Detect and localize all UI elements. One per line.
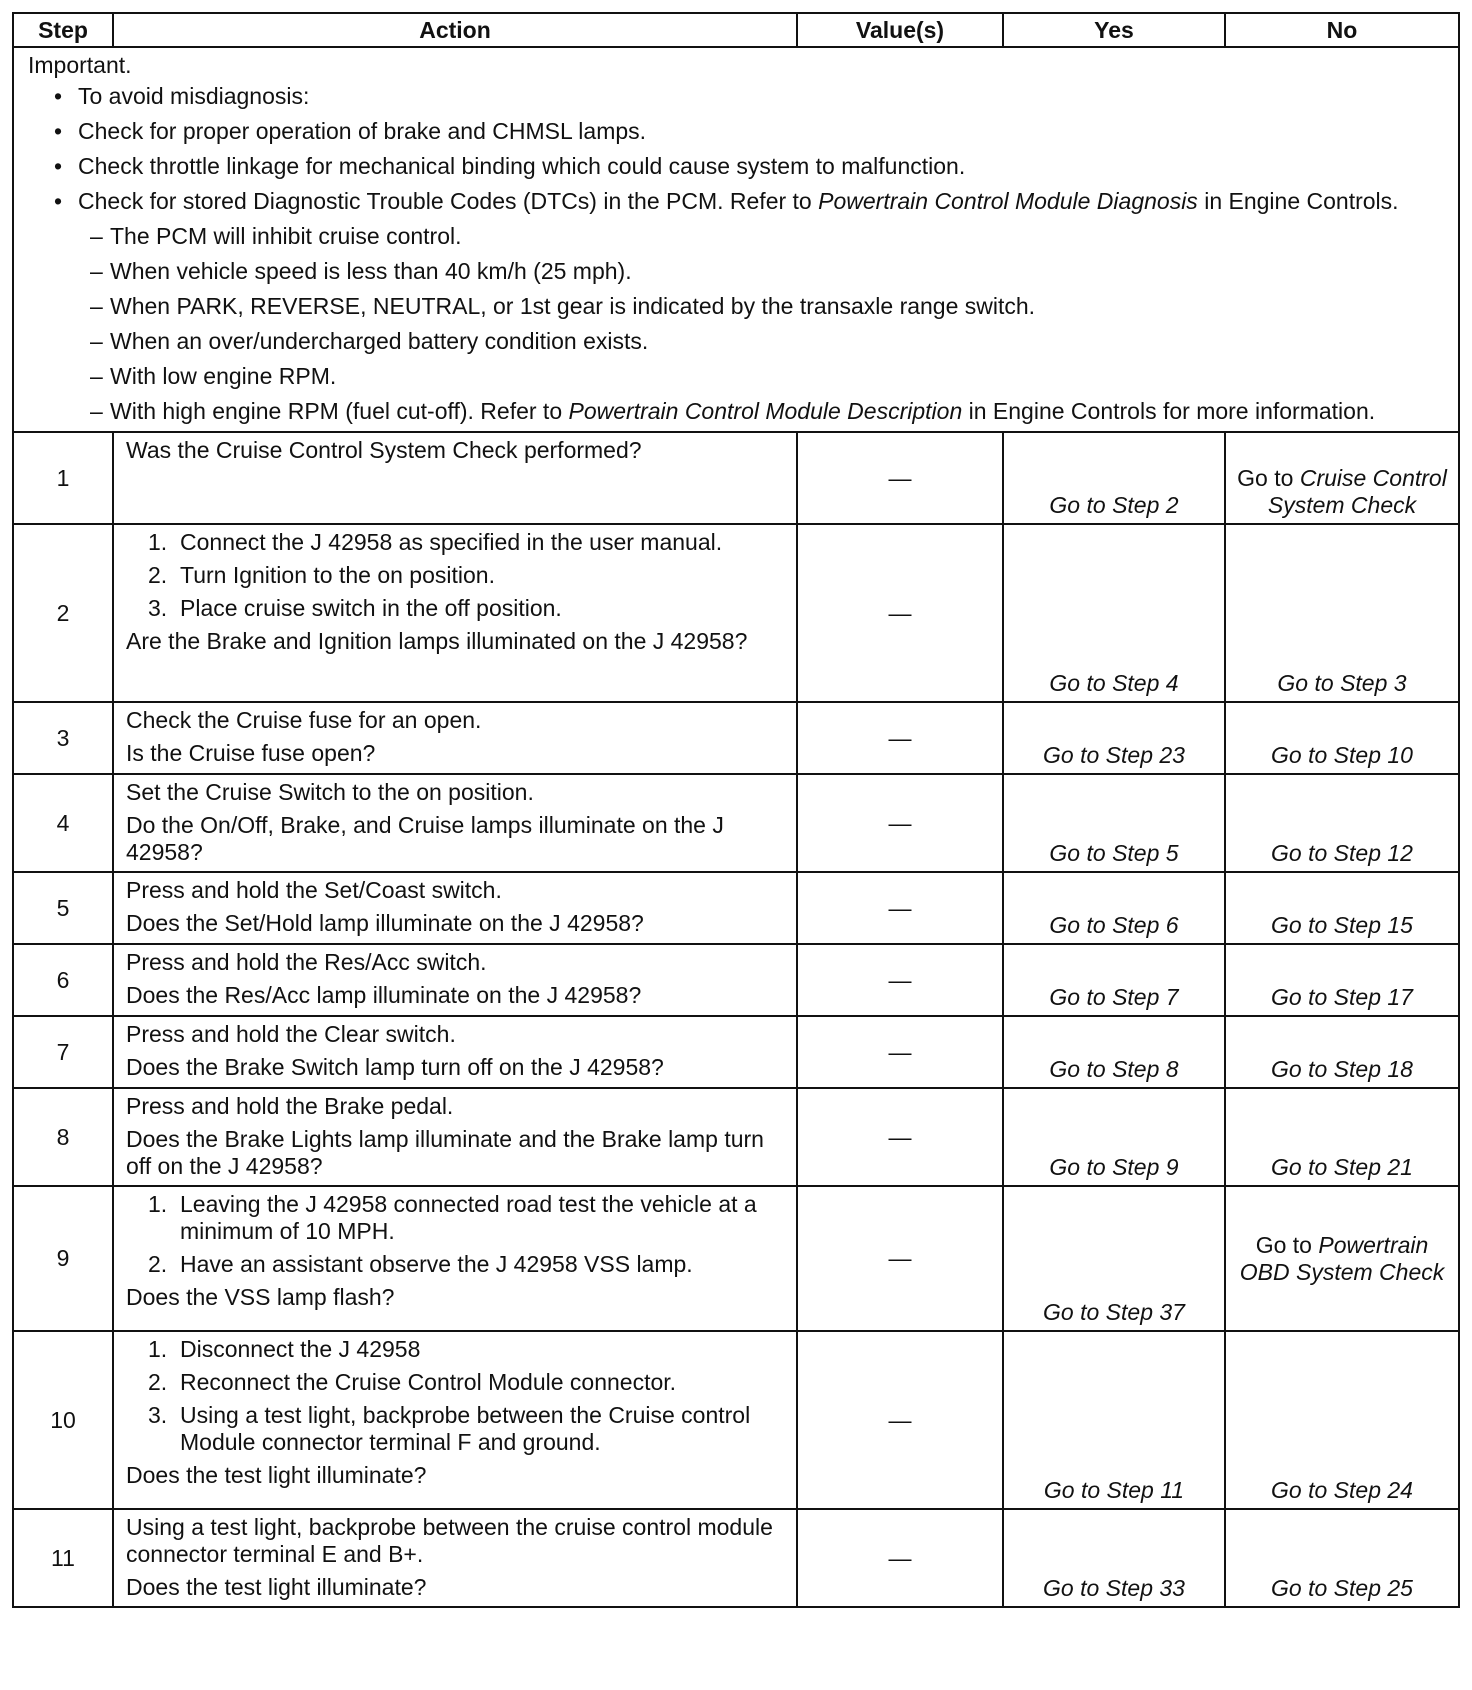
diagnostic-page [12,12,1458,1608]
step-action [113,1186,797,1331]
step-question: Does the Res/Acc lamp illuminate on the J 42958? [126,982,642,1008]
instruction-text: Place cruise switch in the off position. [180,595,562,621]
step-value: — [797,524,1003,702]
instruction-item [136,1191,784,1245]
step-question: Does the test light illuminate? [126,1574,427,1600]
instruction-item [136,1336,784,1363]
step-instruction: Using a test light, backprobe between the cruise control module connector terminal E and B+. [126,1514,773,1567]
step-number: 2 [13,524,113,702]
instruction-number: 1. [148,529,168,555]
instruction-number: 3. [148,1402,168,1428]
step-no-link[interactable]: Go to Step 10 [1225,702,1459,774]
step-row-8 [13,1088,1459,1186]
step-no-link[interactable]: Go to Step 3 [1225,524,1459,702]
step-question: Does the Set/Hold lamp illuminate on the J 42958? [126,910,644,936]
important-dash: – When vehicle speed is less than 40 km/h (25 mph). [28,258,1444,285]
step-number: 11 [13,1509,113,1607]
step-value: — [797,1016,1003,1088]
header-action: Action [113,13,797,47]
rpm-text-before: With high engine RPM (fuel cut-off). Refer to [110,398,569,424]
dtc-text-after: in Engine Controls. [1197,188,1399,214]
header-values: Value(s) [797,13,1003,47]
step-yes-link[interactable]: Go to Step 2 [1003,432,1225,524]
important-dash: – With low engine RPM. [28,363,1444,390]
step-row-7 [13,1016,1459,1088]
step-number: 5 [13,872,113,944]
step-row-11 [13,1509,1459,1607]
important-dash-rpm [28,398,1444,425]
step-action [113,944,797,1016]
step-question: Are the Brake and Ignition lamps illuminated on the J 42958? [126,628,748,654]
step-no-link[interactable] [1225,432,1459,524]
important-bullet: • Check for proper operation of brake and CHMSL lamps. [28,118,1444,145]
no-reference: Powertrain OBD System Check [1239,1231,1445,1285]
important-title: Important. [28,52,132,78]
step-number: 1 [13,432,113,524]
step-yes-link[interactable]: Go to Step 6 [1003,872,1225,944]
step-instruction: Press and hold the Clear switch. [126,1021,456,1047]
step-value: — [797,944,1003,1016]
instruction-number: 1. [148,1336,168,1362]
no-prefix: Go to [1237,465,1294,491]
step-action [113,774,797,872]
step-question: Does the test light illuminate? [126,1462,427,1488]
instruction-text: Reconnect the Cruise Control Module connector. [180,1369,677,1395]
instruction-item [136,1402,784,1456]
rpm-reference: Powertrain Control Module Description [568,398,963,424]
step-yes-link[interactable]: Go to Step 37 [1003,1186,1225,1331]
step-instruction: Press and hold the Brake pedal. [126,1093,454,1119]
step-action [113,1088,797,1186]
step-yes-link[interactable]: Go to Step 8 [1003,1016,1225,1088]
instruction-number: 2. [148,562,168,588]
step-value: — [797,702,1003,774]
step-yes-link[interactable]: Go to Step 9 [1003,1088,1225,1186]
dtc-reference: Powertrain Control Module Diagnosis [818,188,1198,214]
step-value: — [797,1331,1003,1509]
step-row-10 [13,1331,1459,1509]
instruction-text: Disconnect the J 42958 [180,1336,421,1362]
important-dash: – When PARK, REVERSE, NEUTRAL, or 1st gear is indicated by the transaxle range switch. [28,293,1444,320]
step-action [113,1509,797,1607]
step-action [113,702,797,774]
step-no-link[interactable]: Go to Step 17 [1225,944,1459,1016]
header-no: No [1225,13,1459,47]
step-value: — [797,1509,1003,1607]
header-yes: Yes [1003,13,1225,47]
instruction-item [136,562,784,589]
step-row-1 [13,432,1459,524]
step-number: 4 [13,774,113,872]
step-row-4 [13,774,1459,872]
instruction-text: Turn Ignition to the on position. [180,562,495,588]
step-instruction: Set the Cruise Switch to the on position. [126,779,534,805]
rpm-text-after: in Engine Controls for more information. [962,398,1376,424]
instruction-text: Leaving the J 42958 connected road test the vehicle at a minimum of 10 MPH. [180,1191,757,1244]
step-action [113,432,797,524]
important-bullet: • To avoid misdiagnosis: [28,83,1444,110]
step-instruction: Check the Cruise fuse for an open. [126,707,482,733]
step-question: Was the Cruise Control System Check performed? [126,437,642,463]
important-row [13,47,1459,432]
step-no-link[interactable] [1225,1186,1459,1331]
step-value: — [797,1088,1003,1186]
step-action [113,1331,797,1509]
important-list [28,83,1444,425]
step-action [113,524,797,702]
step-number: 7 [13,1016,113,1088]
step-yes-link[interactable]: Go to Step 33 [1003,1509,1225,1607]
header-row [13,13,1459,47]
step-number: 6 [13,944,113,1016]
step-question: Does the VSS lamp flash? [126,1284,395,1310]
step-action [113,872,797,944]
step-row-9 [13,1186,1459,1331]
step-value: — [797,432,1003,524]
step-yes-link[interactable]: Go to Step 11 [1003,1331,1225,1509]
step-no-link[interactable]: Go to Step 25 [1225,1509,1459,1607]
header-step: Step [13,13,113,47]
instruction-number: 2. [148,1251,168,1277]
step-number: 10 [13,1331,113,1509]
step-no-link[interactable]: Go to Step 24 [1225,1331,1459,1509]
step-question: Do the On/Off, Brake, and Cruise lamps illuminate on the J 42958? [126,812,724,865]
step-value: — [797,1186,1003,1331]
step-instruction: Press and hold the Set/Coast switch. [126,877,502,903]
instruction-text: Have an assistant observe the J 42958 VSS lamp. [180,1251,693,1277]
step-question: Does the Brake Lights lamp illuminate and the Brake lamp turn off on the J 42958? [126,1126,764,1179]
step-row-5 [13,872,1459,944]
step-no-link[interactable]: Go to Step 21 [1225,1088,1459,1186]
instruction-number: 3. [148,595,168,621]
step-value: — [797,774,1003,872]
important-section [13,47,1459,432]
instruction-item [136,1251,784,1278]
step-no-link[interactable]: Go to Step 18 [1225,1016,1459,1088]
step-number: 3 [13,702,113,774]
step-row-6 [13,944,1459,1016]
instruction-item [136,1369,784,1396]
step-question: Does the Brake Switch lamp turn off on the J 42958? [126,1054,664,1080]
step-no-link[interactable]: Go to Step 12 [1225,774,1459,872]
dtc-text-before: Check for stored Diagnostic Trouble Codes (DTCs) in the PCM. Refer to [78,188,819,214]
step-number: 8 [13,1088,113,1186]
instruction-text: Using a test light, backprobe between the Cruise control Module connector terminal F and ground. [180,1402,751,1455]
instruction-number: 1. [148,1191,168,1217]
step-no-link[interactable]: Go to Step 15 [1225,872,1459,944]
step-question: Is the Cruise fuse open? [126,740,376,766]
instruction-item [136,595,784,622]
diagnostic-table [12,12,1460,1608]
instruction-item [136,529,784,556]
step-yes-link[interactable]: Go to Step 5 [1003,774,1225,872]
step-yes-link[interactable]: Go to Step 23 [1003,702,1225,774]
step-instructions [126,1336,784,1456]
no-reference: Cruise Control System Check [1267,465,1447,518]
important-bullet-dtc [28,188,1444,215]
important-dash: – When an over/undercharged battery condition exists. [28,328,1444,355]
no-prefix: Go to [1255,1231,1312,1258]
step-number: 9 [13,1186,113,1331]
step-action [113,1016,797,1088]
step-yes-link[interactable]: Go to Step 4 [1003,524,1225,702]
important-bullet: • Check throttle linkage for mechanical binding which could cause system to malfunction. [28,153,1444,180]
instruction-text: Connect the J 42958 as specified in the user manual. [180,529,723,555]
step-instructions [126,529,784,622]
step-row-3 [13,702,1459,774]
step-instruction: Press and hold the Res/Acc switch. [126,949,487,975]
step-row-2 [13,524,1459,702]
important-dash: – The PCM will inhibit cruise control. [28,223,1444,250]
instruction-number: 2. [148,1369,168,1395]
step-instructions [126,1191,784,1278]
step-yes-link[interactable]: Go to Step 7 [1003,944,1225,1016]
step-value: — [797,872,1003,944]
